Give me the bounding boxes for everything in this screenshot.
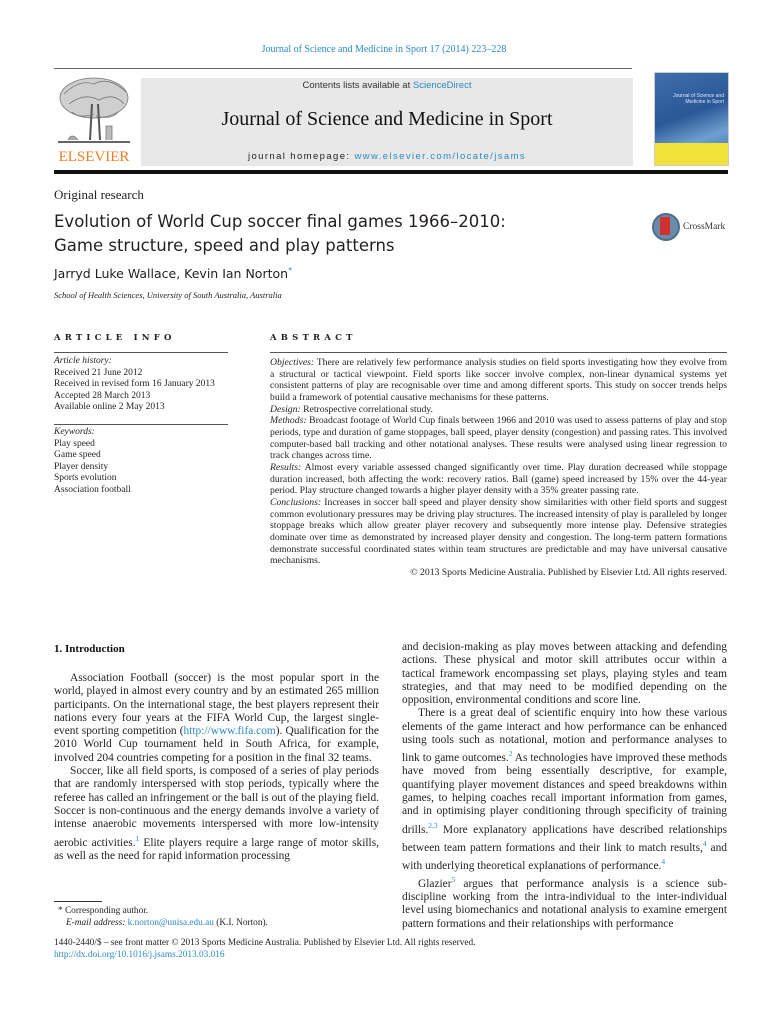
- history-item: Received in revised form 16 January 2013: [54, 379, 215, 390]
- abstract-design: [270, 404, 727, 416]
- abstract-objectives: [270, 357, 727, 404]
- email-label: E-mail address:: [66, 918, 126, 928]
- citation-ref[interactable]: 2: [508, 749, 513, 759]
- homepage-line: [141, 151, 633, 162]
- paragraph-text: More explanatory applications have described relationships between team pattern formations and their link to match results,: [402, 823, 727, 854]
- journal-title: Journal of Science and Medicine in Sport: [221, 108, 553, 130]
- abstract-body: [270, 357, 727, 578]
- citation-ref[interactable]: 2,3: [428, 820, 438, 830]
- history-label: Article history:: [54, 356, 112, 366]
- citation-ref[interactable]: 4: [661, 856, 666, 866]
- paragraph-text: There is a great deal of scientific enquiry into how these various elements of the game interact and how performance can be enhanced using tools such as notational, motion and performance analyses to link to game outcomes.: [402, 707, 727, 765]
- cover-yellow-band: [655, 143, 728, 165]
- article-title-line1: Evolution of World Cup soccer final games 1966–2010:: [54, 212, 506, 231]
- abstract-results: [270, 462, 727, 497]
- paragraph-text: As technologies have improved these methods have moved from being essentially descriptive, for example, quantifying player movement distances and speed breakdowns within games, to helping coaches recall important information from games, and in optimising player conditioning through specificity of training drills.: [402, 752, 727, 836]
- contents-line: [141, 80, 633, 91]
- doi-link[interactable]: http://dx.doi.org/10.1016/j.jsams.2013.03.016: [54, 950, 225, 960]
- keywords-label: Keywords:: [54, 427, 95, 437]
- citation-ref[interactable]: 1: [135, 833, 140, 843]
- author-list: [54, 266, 292, 281]
- section-heading-introduction: 1. Introduction: [54, 643, 125, 655]
- abstract-methods: [270, 415, 727, 462]
- citation-ref[interactable]: 4: [702, 838, 707, 848]
- paragraph-text: argues that performance analysis is a science sub-discipline working from the intra-individual to the inter-individual level using biomechanics and notational analysis to examine emergent pattern formations and their relationships with performance: [402, 877, 727, 930]
- abstract-label: Conclusions:: [270, 496, 322, 508]
- corresponding-author-mark[interactable]: *: [288, 266, 293, 275]
- fifa-link[interactable]: http://www.fifa.com: [183, 725, 276, 738]
- keyword-item: Sports evolution: [54, 473, 117, 484]
- keywords: [54, 427, 234, 497]
- abstract-text: Almost every variable assessed changed significantly over time. Play duration decreased while stoppage duration increased, both affecting the work: recovery ratios. Ball (game) speed increased by 15% over the 44-year period. Play structure changed towards a higher player density with a 35% greater passing rate.: [270, 461, 727, 497]
- footnote-rule: [54, 901, 102, 902]
- email-line: [58, 917, 268, 929]
- abstract-text: There are relatively few performance analysis studies on field sports investigating how they evolve from a structural or tactical viewpoint. Field sports like soccer involve complex, non-linear dynamical systems yet consistent patterns of play are recognisable over time and among different sports. This study on soccer trends helps build a framework of potential causative mechanisms for these patterns.: [270, 357, 727, 403]
- article-title: [54, 210, 594, 258]
- history-item: Available online 2 May 2013: [54, 402, 165, 413]
- header-rule: [54, 68, 632, 69]
- paragraph-text: Elite players require a large range of motor skills, as well as the need for rapid information processing: [54, 836, 379, 862]
- abstract-heading: ABSTRACT: [270, 333, 357, 343]
- crossmark-button[interactable]: [652, 213, 732, 245]
- issn-line: 1440-2440/$ – see front matter © 2013 Sports Medicine Australia. Published by Elsevier Ltd. All rights reserved.: [54, 938, 476, 948]
- paragraph: [402, 707, 727, 872]
- cover-title: Journal of Science and Medicine in Sport: [673, 93, 724, 105]
- paragraph: [402, 873, 727, 931]
- article-history: [54, 356, 234, 414]
- footnote-mark: *: [58, 906, 63, 916]
- article-type: Original research: [54, 187, 144, 202]
- homepage-prefix: journal homepage:: [247, 151, 355, 162]
- paragraph: [54, 672, 379, 765]
- keyword-item: Association football: [54, 484, 131, 495]
- journal-header-banner: [141, 78, 633, 166]
- paragraph: [54, 765, 379, 863]
- paragraph-text: Soccer, like all field sports, is composed of a series of play periods that are randomly interspersed with stop periods, typically where the referee has called an infringement or the ball is out of the playing field. Soccer is non-continuous and the energy demands involve a variety of intense anaerobic movements interspersed with more low-intensity aerobic activities.: [54, 765, 379, 849]
- abstract-rule: [270, 352, 727, 353]
- abstract-label: Design:: [270, 403, 301, 415]
- paragraph-text: ). Qualification for the 2010 World Cup tournament held in South Africa, for example, involved 204 countries competing for a position in the final 32 teams.: [54, 725, 379, 764]
- elsevier-logo[interactable]: [54, 74, 134, 166]
- authors: Jarryd Luke Wallace, Kevin Ian Norton: [54, 266, 289, 282]
- abstract-conclusions: [270, 497, 727, 567]
- abstract-copyright: © 2013 Sports Medicine Australia. Published by Elsevier Ltd. All rights reserved.: [410, 566, 727, 578]
- article-info-rule: [54, 352, 228, 353]
- elsevier-tree-icon: [54, 74, 134, 148]
- abstract-label: Results:: [270, 461, 302, 473]
- abstract-text: Broadcast footage of World Cup finals between 1966 and 2010 was used to assess patterns of play and stop periods, type and duration of game stoppages, ball speed, player density (congestion) and passing rates. This involved computer-based ball tracking and other notational analyses. These results were analysed using linear regression to track changes across time.: [270, 415, 727, 462]
- footnote-text: Corresponding author.: [62, 906, 149, 916]
- abstract-text: Increases in soccer ball speed and player density show similarities with other field sports and suggest common evolutionary pressures may be driving play structures. The increased intensity of play is paralleled by longer stoppage breaks which allow greater player recovery and subsequently more intense play. Defensive strategies dominate over time as demonstrated by increased player density and congestion. The long-term pattern formations demonstrate successful coordinated states within team structures are predictable and may have universal causative mechanisms.: [270, 496, 727, 567]
- history-item: Received 21 June 2012: [54, 367, 143, 378]
- footnote: [58, 905, 268, 929]
- keyword-item: Play speed: [54, 438, 95, 449]
- article-title-line2: Game structure, speed and play patterns: [54, 236, 395, 255]
- crossmark-bookmark-icon: [660, 217, 670, 235]
- body-column-left: [54, 672, 379, 863]
- journal-citation-link[interactable]: [0, 44, 768, 55]
- history-item: Accepted 28 March 2013: [54, 390, 151, 401]
- citation-ref[interactable]: 5: [451, 874, 456, 884]
- sciencedirect-link[interactable]: ScienceDirect: [412, 80, 472, 91]
- email-suffix: (K.I. Norton).: [213, 918, 268, 928]
- paragraph-text: Glazier: [418, 877, 452, 890]
- front-matter: [54, 937, 475, 961]
- paragraph-text: Association Football (soccer) is the most popular sport in the world, played in almost every country and by an estimated 265 million participants. On the international stage, the best players represent their nations every four years at the FIFA World Cup, the largest single-event sporting competition (: [54, 672, 379, 738]
- article-info-heading: ARTICLE INFO: [54, 333, 176, 343]
- journal-cover-thumbnail[interactable]: [654, 72, 729, 166]
- journal-homepage-link[interactable]: www.elsevier.com/locate/jsams: [354, 151, 527, 162]
- abstract-label: Methods:: [270, 415, 307, 427]
- affiliation: School of Health Sciences, University of South Australia, Australia: [54, 290, 282, 300]
- paragraph: and decision-making as play moves between attacking and defending actions. These physical and motor skill attributes occur within a tactical framework encompassing set plays, playing styles and team strategies, and that may need to be modified depending on the opposition, environmental conditions and score line.: [402, 641, 727, 707]
- crossmark-label: CrossMark: [683, 222, 726, 232]
- journal-citation[interactable]: Journal of Science and Medicine in Sport 17 (2014) 223–228: [261, 44, 507, 55]
- abstract-text: Retrospective correlational study.: [300, 403, 433, 415]
- keywords-rule: [54, 424, 228, 425]
- abstract-label: Objectives:: [270, 357, 315, 368]
- elsevier-wordmark: ELSEVIER: [58, 149, 130, 165]
- body-column-right: [402, 641, 727, 931]
- keyword-item: Player density: [54, 461, 109, 472]
- keyword-item: Game speed: [54, 450, 101, 461]
- contents-prefix: Contents lists available at: [302, 80, 413, 91]
- email-link[interactable]: k.norton@unisa.edu.au: [127, 918, 214, 928]
- corresponding-author-note: [58, 905, 268, 917]
- header-bottom-rule: [54, 170, 728, 174]
- paragraph-text: and with underlying theoretical explanations of performance.: [402, 841, 727, 872]
